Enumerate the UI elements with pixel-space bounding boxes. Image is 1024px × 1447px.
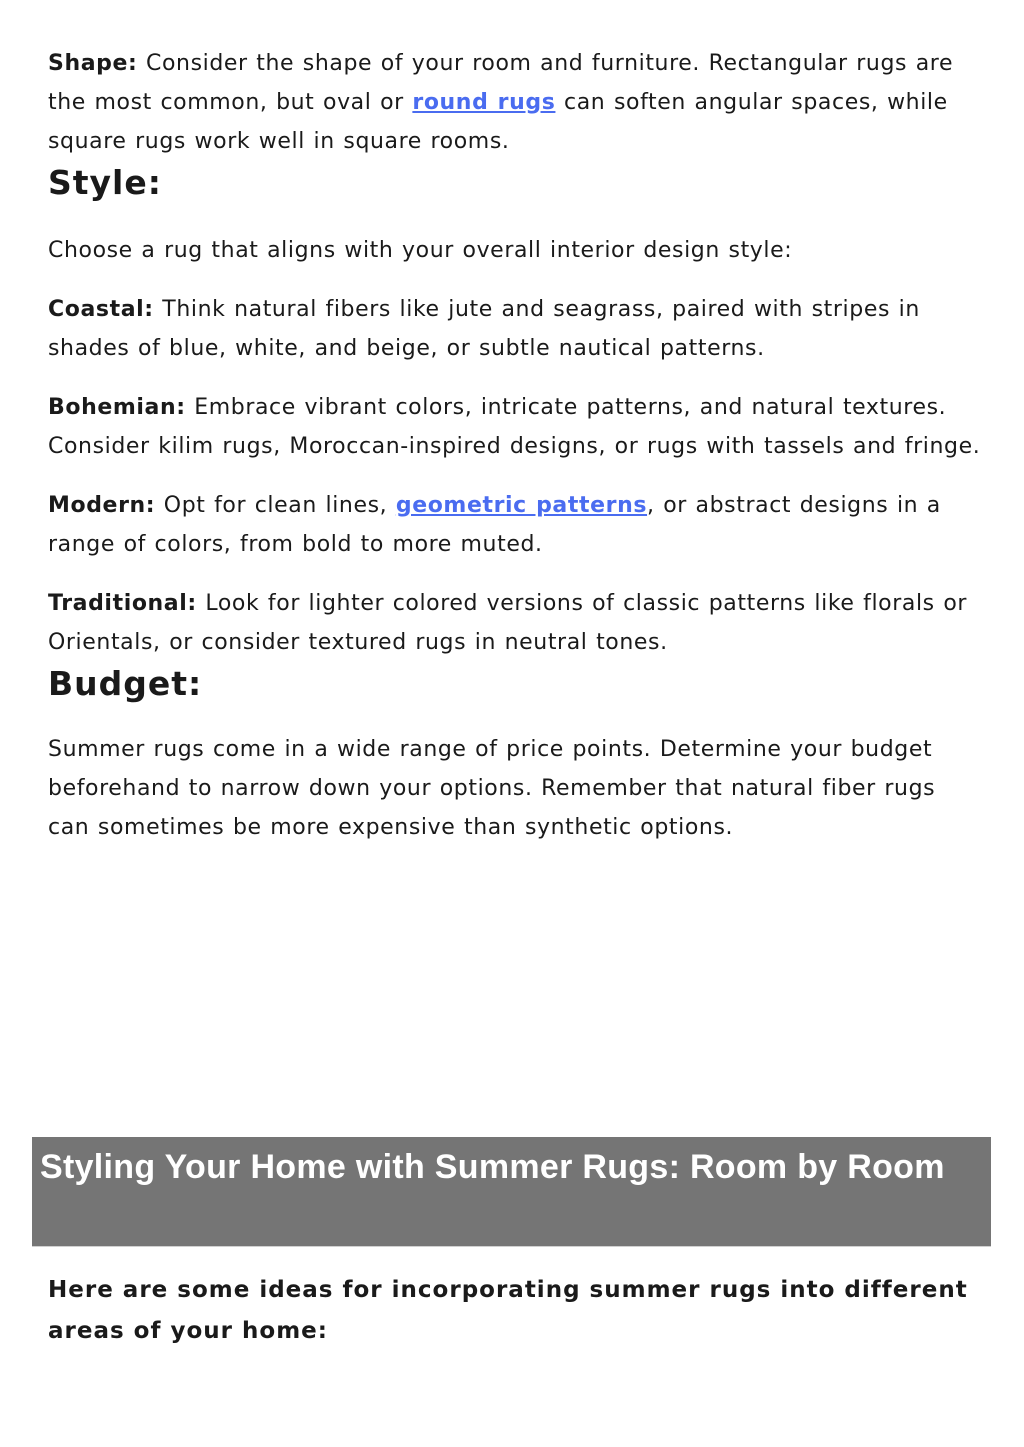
style-heading: Style:	[48, 163, 162, 202]
round-rugs-link[interactable]: round rugs	[412, 90, 556, 115]
coastal-text: Think natural fibers like jute and seagrass, paired with stripes in shades of blue, white, and beige, or subtle nautical patterns.	[48, 297, 920, 361]
modern-label: Modern:	[48, 493, 156, 518]
bohemian-paragraph	[48, 388, 984, 466]
shape-label: Shape:	[48, 51, 138, 76]
coastal-label: Coastal:	[48, 297, 154, 322]
modern-text-after: , or abstract designs in a range of colors, from bold to more muted.	[48, 493, 941, 557]
shape-paragraph	[48, 44, 984, 161]
coastal-paragraph	[48, 290, 984, 368]
shape-text-before: Consider the shape of your room and furniture. Rectangular rugs are the most common, but oval or	[48, 51, 954, 115]
budget-paragraph: Summer rugs come in a wide range of price points. Determine your budget beforehand to narrow down your options. Remember that natural fiber rugs can sometimes be more expensive than synthetic options.	[48, 737, 936, 840]
section-banner	[32, 1137, 991, 1247]
article-body	[48, 44, 984, 847]
modern-paragraph	[48, 486, 984, 564]
modern-text-before: Opt for clean lines,	[155, 493, 396, 518]
geometric-patterns-link[interactable]: geometric patterns	[395, 493, 648, 518]
shape-text-after: can soften angular spaces, while square rugs work well in square rooms.	[48, 90, 948, 154]
style-intro-paragraph: Choose a rug that aligns with your overall interior design style:	[48, 238, 793, 263]
bohemian-label: Bohemian:	[48, 395, 186, 420]
bohemian-text: Embrace vibrant colors, intricate patterns, and natural textures. Consider kilim rugs, Moroccan-inspired designs, or rugs with tassels and fringe.	[48, 395, 981, 459]
room-intro-text: Here are some ideas for incorporating summer rugs into different areas of your home:	[48, 1277, 968, 1344]
traditional-text: Look for lighter colored versions of classic patterns like florals or Orientals, or consider textured rugs in neutral tones.	[48, 591, 968, 655]
budget-heading: Budget:	[48, 664, 203, 703]
traditional-paragraph	[48, 584, 984, 662]
section-banner-title: Styling Your Home with Summer Rugs: Room by Room	[40, 1148, 945, 1186]
traditional-label: Traditional:	[48, 591, 197, 616]
